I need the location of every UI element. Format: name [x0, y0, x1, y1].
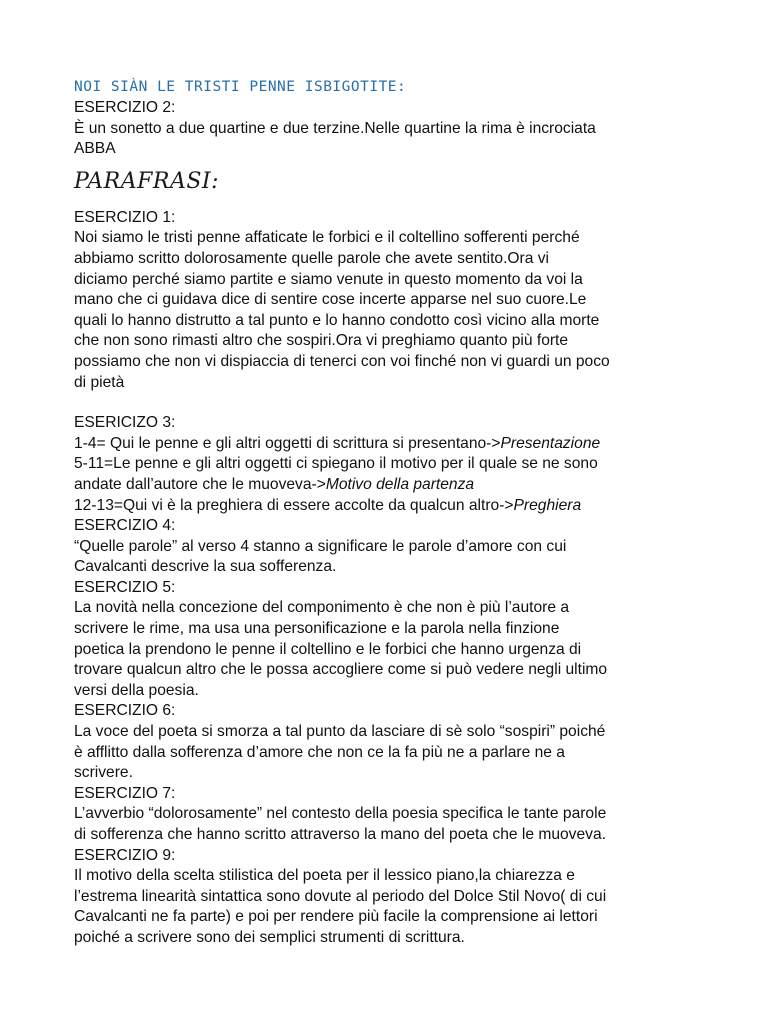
exercise-6-line: La voce del poeta si smorza a tal punto da lasciare di sè solo “sospiri” poiché [74, 723, 606, 741]
exercise-9-heading: ESERCIZIO 9: [74, 846, 176, 864]
parafrasi-heading: PARAFRASI: [74, 168, 220, 194]
exercise-6-heading: ESERCIZIO 6: [74, 702, 176, 720]
exercise-4-line: Cavalcanti descrive la sua sofferenza. [74, 558, 337, 576]
exercise-5-line: poetica la prendono le penne il coltellino e le forbici che hanno urgenza di [74, 640, 582, 658]
exercise-9-line: poiché a scrivere sono dei semplici strumenti di scrittura. [74, 928, 465, 946]
exercise-3-row-text: 1-4= Qui le penne e gli altri oggetti di scrittura si presentano-> [74, 434, 501, 452]
exercise-1-line: quali lo hanno distrutto a tal punto e lo hanno condotto così vicino alla morte [74, 311, 600, 329]
exercise-4-heading: ESERCIZIO 4: [74, 517, 176, 535]
exercise-2-heading: ESERCIZIO 2: [74, 99, 176, 116]
exercise-9-line: l’estrema linearità sintattica sono dovute al periodo del Dolce Stil Novo( di cui [74, 887, 607, 905]
exercise-1-line: mano che ci guidava dice di sentire cose incerte apparse nel suo cuore.Le [74, 291, 587, 309]
exercise-2-line: È un sonetto a due quartine e due terzine.Nelle quartine la rima è incrociata [74, 119, 596, 137]
exercise-3-row-label: Presentazione [500, 434, 601, 452]
exercise-2-line: ABBA [74, 140, 116, 158]
exercise-1-line: possiamo che non vi dispiaccia di tenerci con voi finché non vi guardi un poco [74, 352, 610, 370]
exercise-1-line: abbiamo scritto dolorosamente quelle parole che avete sentito.Ora vi [74, 249, 550, 267]
exercise-3-row-text: 12-13=Qui vi è la preghiera di essere accolte da qualcun altro-> [74, 496, 514, 514]
exercise-9-line: Cavalcanti ne fa parte) e poi per rendere più facile la comprensione ai lettori [74, 908, 598, 926]
document-page [74, 76, 714, 949]
exercise-3-row-text: andate dall’autore che le muoveva-> [74, 475, 326, 493]
exercise-3-row [74, 496, 714, 517]
exercise-3-row [74, 434, 714, 455]
paragraph-spacer [74, 393, 714, 413]
exercise-1-line: diciamo perché siamo partite e siamo venute in questo momento da voi la [74, 270, 583, 288]
exercise-6-line: è afflitto dalla sofferenza d’amore che non ce la fa più ne a parlare ne a [74, 743, 565, 761]
exercise-1-heading: ESERCIZIO 1: [74, 208, 176, 226]
exercise-1-line: Noi siamo le tristi penne affaticate le forbici e il coltellino sofferenti perché [74, 229, 580, 247]
document-title: NOI SIÀN LE TRISTI PENNE ISBIGOTITE: [74, 79, 407, 95]
exercise-3-row-label: Preghiera [513, 496, 582, 514]
exercise-7-line: L’avverbio “dolorosamente” nel contesto della poesia specifica le tante parole [74, 805, 607, 823]
exercise-3-row [74, 475, 714, 496]
exercise-1-line: che non sono rimasti altro che sospiri.Ora vi preghiamo quanto più forte [74, 332, 569, 350]
exercise-5-line: trovare qualcun altro che le possa accogliere come si può vedere negli ultimo [74, 661, 608, 679]
exercise-1-line: di pietà [74, 373, 125, 391]
exercise-6-line: scrivere. [74, 764, 133, 782]
exercise-5-heading: ESERCIZIO 5: [74, 578, 176, 596]
exercise-3-row: 5-11=Le penne e gli altri oggetti ci spiegano il motivo per il quale se ne sono [74, 455, 598, 473]
exercise-3-heading: ESERICIZO 3: [74, 414, 176, 432]
exercise-5-line: versi della poesia. [74, 681, 199, 699]
exercise-3-row-label: Motivo della partenza [325, 475, 475, 493]
exercise-7-line: di sofferenza che hanno scritto attraverso la mano del poeta che le muoveva. [74, 826, 606, 843]
exercise-9-line: Il motivo della scelta stilistica del poeta per il lessico piano,la chiarezza e [74, 867, 575, 885]
exercise-7-heading: ESERCIZIO 7: [74, 784, 176, 802]
exercise-4-line: “Quelle parole” al verso 4 stanno a significare le parole d’amore con cui [74, 537, 567, 555]
exercise-5-line: La novità nella concezione del componimento è che non è più l’autore a [74, 599, 570, 617]
exercise-5-line: scrivere le rime, ma usa una personificazione e la parola nella finzione [74, 620, 560, 638]
